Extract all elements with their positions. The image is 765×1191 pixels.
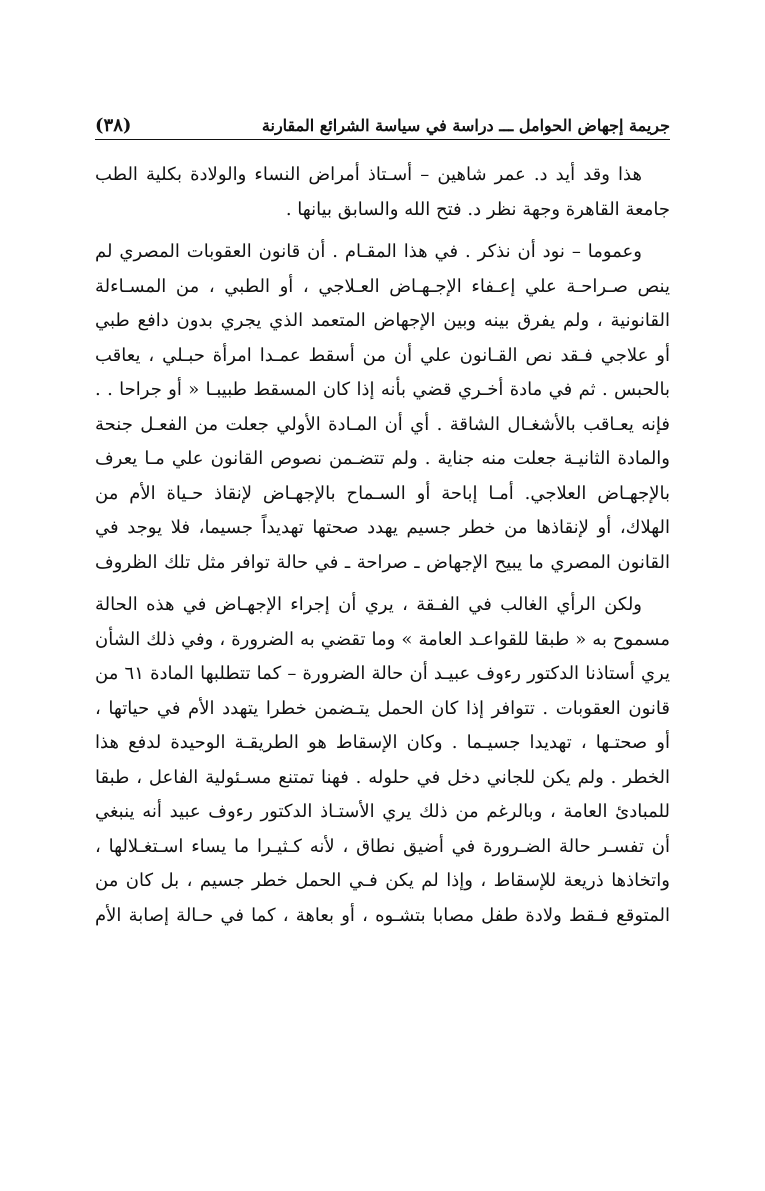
text-line: الهلاك، أو لإنقاذها من خطر جسيم يهدد صحتها تهديداً جسيما، فلا يوجد في [95, 517, 670, 538]
text-line: مسموح به « طبقا للقواعـد العامة » وما تقضي به الضرورة ، وفي ذلك الشأن [95, 628, 670, 650]
text-line: الخطر . ولم يكن للجاني دخل في حلوله . فهنا تمتنع مسـئولية الفاعل ، طبقا [95, 766, 670, 788]
text-line: واتخاذها ذريعة للإسقاط ، وإذا لم يكن فـي الحمل خطر جسيم ، بل كان من [95, 870, 670, 891]
text-line: هذا وقد أيد د. عمر شاهين – أسـتاذ أمراض النساء والولادة بكلية الطب [95, 164, 642, 185]
paragraph [95, 235, 670, 580]
text-line: أن تفسـر حالة الضـرورة في أضيق نطاق ، لأنه كـثيـرا ما يساء اسـتغـلالها ، [95, 835, 670, 857]
header-divider [95, 139, 670, 140]
text-line: جامعة القاهرة وجهة نظر د. فتح الله والسابق بيانها . [285, 198, 670, 220]
text-line: قانون العقوبات . تتوافر إذا كان الحمل يتـضمن خطرا يتهدد الأم في حياتها ، [95, 697, 670, 719]
paragraph [95, 158, 670, 227]
running-title: جريمة إجهاض الحوامل ـــ دراسة في سياسة الشرائع المقارنة [261, 116, 670, 135]
text-line: أو صحتـها ، تهديدا جسيـما . وكان الإسقاط هو الطريقـة الوحيدة لدفع هذا [95, 732, 670, 753]
paragraph [95, 588, 670, 933]
text-line: للمبادئ العامة ، وبالرغم من ذلك يري الأستـاذ الدكتور رءوف عبيد أنه ينبغي [95, 801, 670, 822]
page-number: (٣٨) [95, 115, 132, 136]
text-line: فإنه يعـاقب بالأشغـال الشاقة . أي أن المـادة الأولي جعلت من الفعـل جنحة [95, 413, 670, 435]
text-line: ولكن الرأي الغالب في الفـقة ، يري أن إجراء الإجهـاض في هذه الحالة [95, 594, 642, 615]
text-line: ينص صـراحـة علي إعـفاء الإجـهـاض العـلاجي ، أو الطبي ، من المسـاءلة [95, 275, 670, 297]
text-line: بالحبس . ثم في مادة أخـري قضي بأنه إذا كان المسقط طبيبـا « أو جراحا . . [95, 379, 670, 400]
running-header [95, 106, 670, 136]
text-line: القانون المصري ما يبيح الإجهاض ـ صراحة ـ في حالة توافر مثل تلك الظروف [95, 551, 670, 573]
text-line: المتوقع فـقط ولادة طفل مصابا بتشـوه ، أو بعاهة ، كما في حـالة إصابة الأم [95, 904, 670, 926]
text-line: القانونية ، ولم يفرق بينه وبين الإجهاض المتعمد الذي يجري بدون دافع طبي [95, 310, 670, 331]
text-line: والمادة الثانيـة جعلت منه جناية . ولم تتضـمن نصوص القانون علي مـا يعرف [95, 448, 670, 469]
body-text [95, 158, 670, 933]
text-line: أو علاجي فـقد نص القـانون علي أن من أسقط عمـدا امرأة حبـلي ، يعاقب [95, 344, 670, 366]
text-line: بالإجهـاض العلاجي. أمـا إباحة أو السـماح بالإجهـاض لإنقاذ حـياة الأم من [95, 482, 670, 504]
text-line: يري أستاذنا الدكتور رءوف عبيـد أن حالة الضرورة – كما تتطلبها المادة ٦١ من [95, 663, 670, 684]
text-line: وعموما – نود أن نذكر . في هذا المقـام . أن قانون العقوبات المصري لم [95, 241, 642, 262]
